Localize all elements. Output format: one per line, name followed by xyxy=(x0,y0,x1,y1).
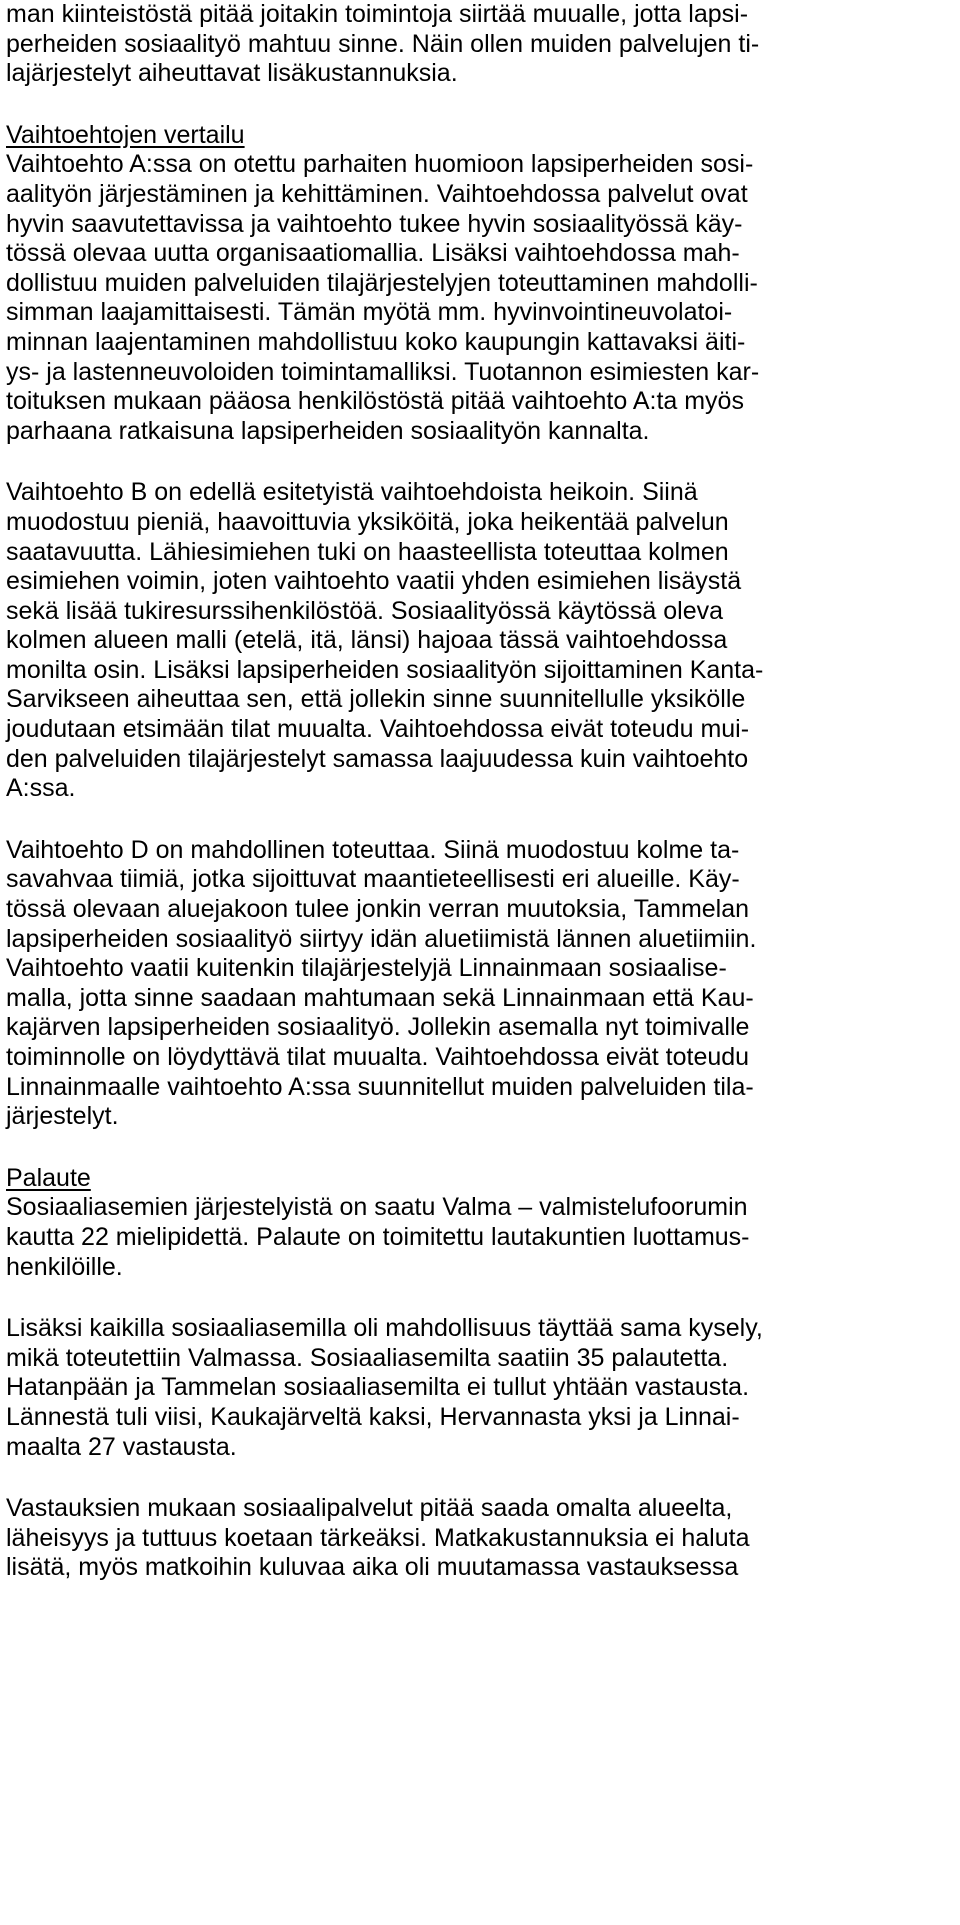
text-line: parhaana ratkaisuna lapsiperheiden sosiaalityön kannalta. xyxy=(6,416,650,445)
text-line: Vaihtoehto A:ssa on otettu parhaiten huomioon lapsiperheiden sosi- xyxy=(6,150,754,179)
text-line: maalta 27 vastausta. xyxy=(6,1432,237,1461)
paragraph-gap xyxy=(6,804,960,836)
text-line: läheisyys ja tuttuus koetaan tärkeäksi. Matkakustannuksia ei haluta xyxy=(6,1523,750,1552)
paragraph-vaihtoehto-a xyxy=(6,150,960,446)
text-line: ys- ja lastenneuvoloiden toimintamalliksi. Tuotannon esimiesten kar- xyxy=(6,357,760,386)
text-line: järjestelyt. xyxy=(6,1102,119,1131)
text-line: Vastauksien mukaan sosiaalipalvelut pitää saada omalta alueelta, xyxy=(6,1494,733,1523)
paragraph-gap xyxy=(6,1132,960,1164)
paragraph-gap xyxy=(6,1282,960,1314)
text-line: A:ssa. xyxy=(6,774,76,803)
text-line: Vaihtoehto B on edellä esitetyistä vaihtoehdoista heikoin. Siinä xyxy=(6,478,698,507)
paragraph-gap xyxy=(6,446,960,478)
paragraph-vastaukset xyxy=(6,1494,960,1583)
text-line: toituksen mukaan pääosa henkilöstöstä pitää vaihtoehto A:ta myös xyxy=(6,387,744,416)
text-line: malla, jotta sinne saadaan mahtumaan sekä Linnainmaan että Kau- xyxy=(6,983,754,1012)
section-heading-vaihtoehtojen-vertailu: Vaihtoehtojen vertailu xyxy=(6,120,245,149)
paragraph-palaute xyxy=(6,1193,960,1282)
text-line: aalityön järjestäminen ja kehittäminen. Vaihtoehdossa palvelut ovat xyxy=(6,179,748,208)
text-line: Linnainmaalle vaihtoehto A:ssa suunnitellut muiden palveluiden tila- xyxy=(6,1072,754,1101)
text-line: saatavuutta. Lähiesimiehen tuki on haasteellista toteuttaa kolmen xyxy=(6,537,729,566)
paragraph-gap xyxy=(6,1462,960,1494)
text-line: tössä olevaan aluejakoon tulee jonkin verran muutoksia, Tammelan xyxy=(6,895,750,924)
text-line: kolmen alueen malli (etelä, itä, länsi) hajoaa tässä vaihtoehdossa xyxy=(6,626,728,655)
text-line: esimiehen voimin, joten vaihtoehto vaatii yhden esimiehen lisäystä xyxy=(6,567,742,596)
text-line: Vaihtoehto vaatii kuitenkin tilajärjestelyjä Linnainmaan sosiaalise- xyxy=(6,954,727,983)
document-page xyxy=(6,0,960,1583)
text-line: simman laajamittaisesti. Tämän myötä mm. hyvinvointineuvolatoi- xyxy=(6,298,733,327)
text-line: Sosiaaliasemien järjestelyistä on saatu Valma – valmistelufoorumin xyxy=(6,1193,748,1222)
text-line: mikä toteutettiin Valmassa. Sosiaaliasemilta saatiin 35 palautetta. xyxy=(6,1343,729,1372)
text-line: Hatanpään ja Tammelan sosiaaliasemilta ei tullut yhtään vastausta. xyxy=(6,1373,750,1402)
text-line: Vaihtoehto D on mahdollinen toteuttaa. Siinä muodostuu kolme ta- xyxy=(6,835,740,864)
text-line: kajärven lapsiperheiden sosiaalityö. Jollekin asemalla nyt toimivalle xyxy=(6,1013,750,1042)
text-line: henkilöille. xyxy=(6,1252,123,1281)
paragraph-vaihtoehto-b xyxy=(6,478,960,804)
text-line: savahvaa tiimiä, jotka sijoittuvat maantieteellisesti eri alueille. Käy- xyxy=(6,865,740,894)
text-line: toiminnolle on löydyttävä tilat muualta. Vaihtoehdossa eivät toteudu xyxy=(6,1043,750,1071)
text-line: dollistuu muiden palveluiden tilajärjestelyjen toteuttaminen mahdolli- xyxy=(6,268,758,297)
paragraph-vaihtoehto-d xyxy=(6,836,960,1132)
text-line: lapsiperheiden sosiaalityö siirtyy idän aluetiimistä lännen aluetiimiin. xyxy=(6,924,757,953)
text-line: tössä olevaa uutta organisaatiomallia. Lisäksi vaihtoehdossa mah- xyxy=(6,239,740,268)
text-line: monilta osin. Lisäksi lapsiperheiden sosiaalityön sijoittaminen Kanta- xyxy=(6,655,764,684)
text-line: perheiden sosiaalityö mahtuu sinne. Näin ollen muiden palvelujen ti- xyxy=(6,29,760,58)
text-line: kautta 22 mielipidettä. Palaute on toimitettu lautakuntien luottamus- xyxy=(6,1222,750,1251)
section-heading-palaute: Palaute xyxy=(6,1163,91,1192)
text-line: lisätä, myös matkoihin kuluvaa aika oli muutamassa vastauksessa xyxy=(6,1553,739,1582)
text-line: sekä lisää tukiresurssihenkilöstöä. Sosiaalityössä käytössä oleva xyxy=(6,596,724,625)
text-line: joudutaan etsimään tilat muualta. Vaihtoehdossa eivät toteudu mui- xyxy=(6,715,750,744)
text-line: muodostuu pieniä, haavoittuvia yksiköitä, joka heikentää palvelun xyxy=(6,507,729,536)
text-line: Sarvikseen aiheuttaa sen, että jollekin sinne suunnitellulle yksikölle xyxy=(6,685,746,714)
text-line: man kiinteistöstä pitää joitakin toimintoja siirtää muualle, jotta lapsi- xyxy=(6,0,749,28)
text-line: lajärjestelyt aiheuttavat lisäkustannuksia. xyxy=(6,59,458,88)
paragraph-kysely xyxy=(6,1314,960,1462)
paragraph-intro-continuation xyxy=(6,0,960,89)
text-line: Lisäksi kaikilla sosiaaliasemilla oli mahdollisuus täyttää sama kysely, xyxy=(6,1314,763,1343)
paragraph-gap xyxy=(6,89,960,121)
text-line: Lännestä tuli viisi, Kaukajärveltä kaksi, Hervannasta yksi ja Linnai- xyxy=(6,1402,740,1431)
text-line: hyvin saavutettavissa ja vaihtoehto tukee hyvin sosiaalityössä käy- xyxy=(6,209,743,238)
text-line: den palveluiden tilajärjestelyt samassa laajuudessa kuin vaihtoehto xyxy=(6,744,749,773)
text-line: minnan laajentaminen mahdollistuu koko kaupungin kattavaksi äiti- xyxy=(6,327,746,356)
